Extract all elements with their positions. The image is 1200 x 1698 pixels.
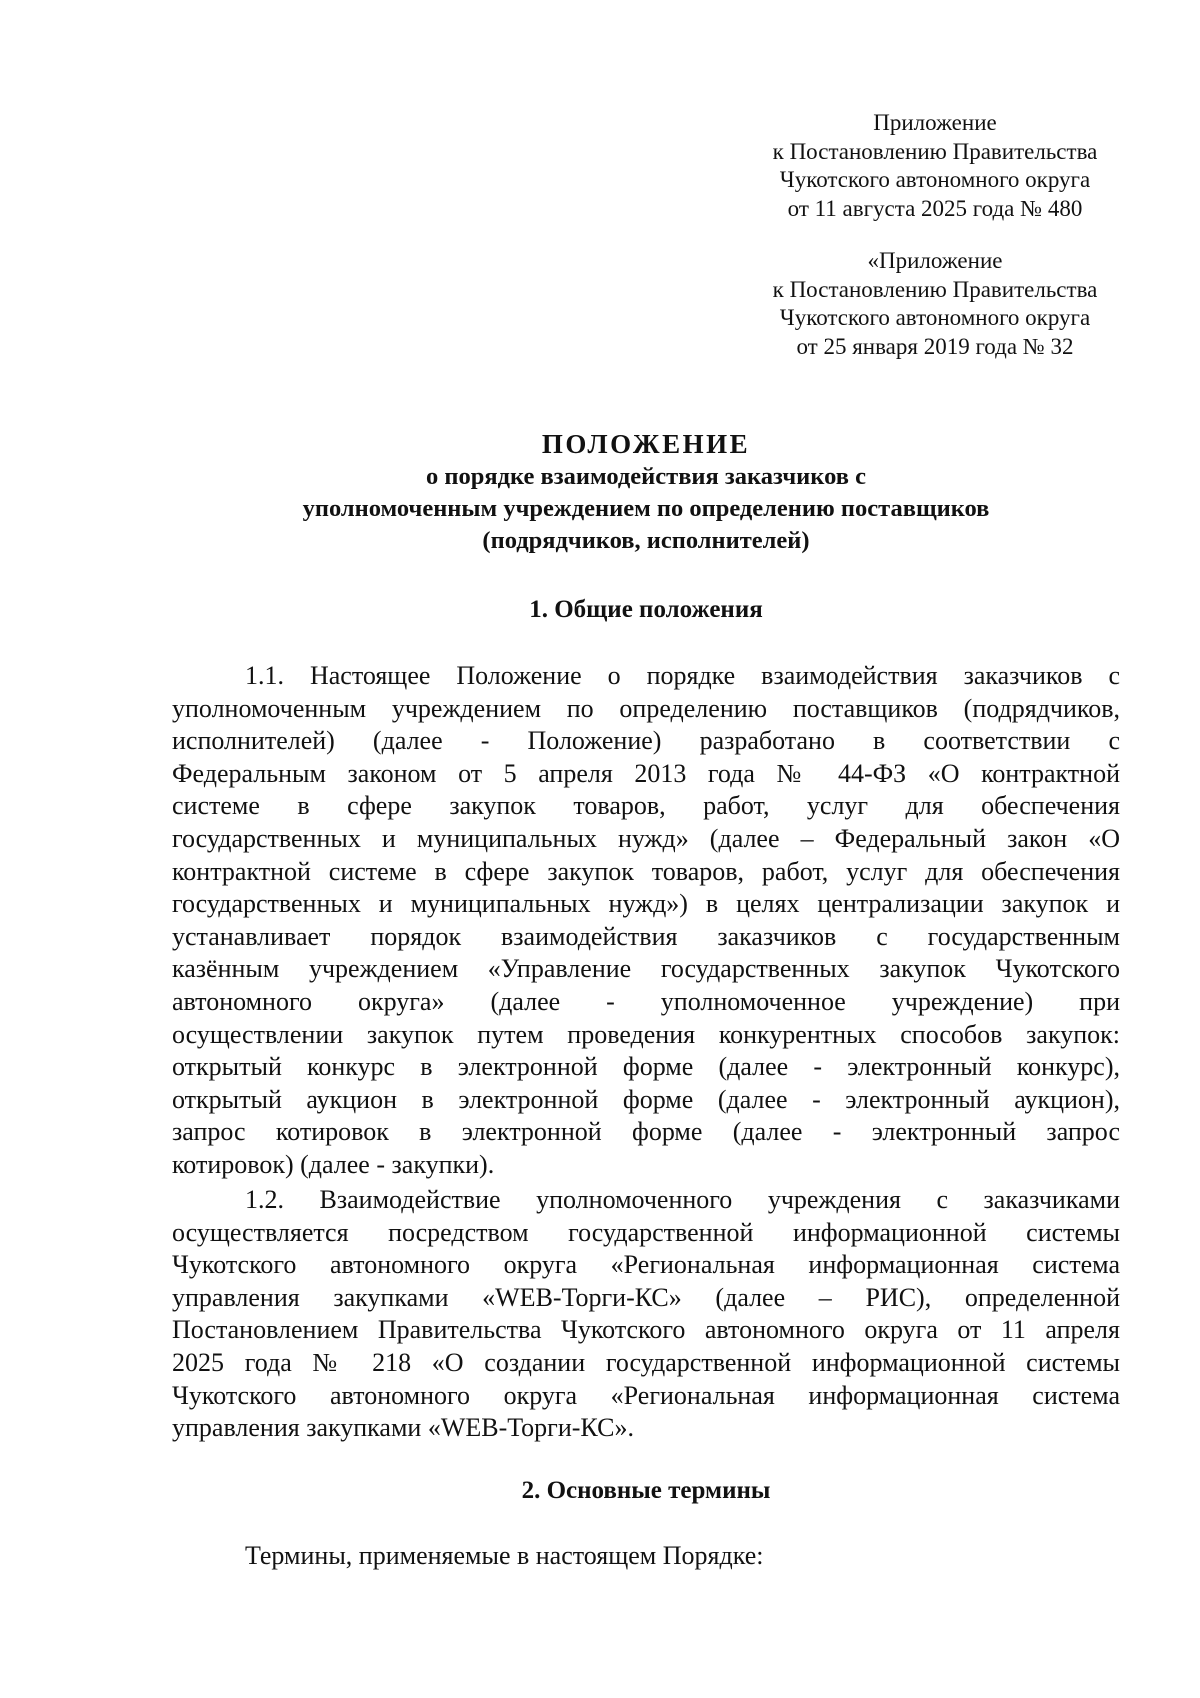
paragraph-line: контрактной системе в сфере закупок товаров, работ, услуг для обеспечения [172,856,1120,886]
paragraph-line: уполномоченным учреждением по определению поставщиков (подрядчиков, [172,693,1120,723]
appendix-line: Чукотского автономного округа [779,167,1091,192]
document-title-line: уполномоченным учреждением по определению поставщиков [302,495,990,522]
section-2-heading: 2. Основные термины [521,1477,771,1504]
paragraph-line: Термины, применяемые в настоящем Порядке: [245,1541,764,1570]
appendix-header-original [740,247,1130,361]
paragraph-terms-intro [172,1540,1120,1573]
document-title-main: ПОЛОЖЕНИЕ [541,429,751,459]
paragraph-line: открытый конкурс в электронной форме (далее - электронный конкурс), [172,1052,1120,1082]
section-1-heading: 1. Общие положения [529,596,763,623]
paragraph-line: Постановлением Правительства Чукотского автономного округа от 11 апреля [172,1315,1120,1345]
paragraph-line: управления закупками «WEB-Торги-КС» (далее – РИС), определенной [172,1282,1120,1312]
paragraph-line: 1.2. Взаимодействие уполномоченного учреждения с заказчиками [245,1185,1120,1214]
paragraph-line: котировок) (далее - закупки). [172,1149,495,1179]
paragraph-line: казённым учреждением «Управление государственных закупок Чукотского [172,954,1120,984]
paragraph-line: Федеральным законом от 5 апреля 2013 года № 44-ФЗ «О контрактной [172,758,1120,788]
appendix-line: к Постановлению Правительства [772,138,1098,164]
paragraph-line: исполнителей) (далее - Положение) разработано в соответствии с [172,726,1120,756]
appendix-line: от 25 января 2019 года № 32 [796,333,1074,359]
appendix-line: к Постановлению Правительства [772,276,1098,302]
document-title-line: (подрядчиков, исполнителей) [482,527,810,554]
paragraph-line: запрос котировок в электронной форме (далее - электронный запрос [172,1117,1120,1147]
paragraph-line: автономного округа» (далее - уполномоченное учреждение) при [172,986,1120,1016]
paragraph-line: Чукотского автономного округа «Региональная информационная система [172,1250,1120,1280]
document-title-line: о порядке взаимодействия заказчиков с [426,463,866,490]
appendix-line: Приложение [873,110,997,135]
paragraph-1-2 [172,1184,1120,1445]
paragraph-line: 2025 года № 218 «О создании государственной информационной системы [172,1347,1120,1377]
paragraph-line: Чукотского автономного округа «Региональная информационная система [172,1380,1120,1410]
paragraph-line: 1.1. Настоящее Положение о порядке взаимодействия заказчиков с [245,661,1120,690]
document-title [172,428,1120,557]
paragraph-line: государственных и муниципальных нужд») в целях централизации закупок и [172,889,1120,919]
paragraph-line: устанавливает порядок взаимодействия заказчиков с государственным [172,921,1120,951]
paragraph-line: открытый аукцион в электронной форме (далее - электронный аукцион), [172,1084,1120,1114]
appendix-header-current [740,109,1130,223]
paragraph-1-1 [172,660,1120,1182]
paragraph-line: системе в сфере закупок товаров, работ, услуг для обеспечения [172,791,1120,821]
appendix-line: Чукотского автономного округа [779,305,1091,330]
appendix-line: от 11 августа 2025 года № 480 [787,195,1083,221]
paragraph-line: осуществляется посредством государственной информационной системы [172,1217,1120,1247]
paragraph-line: государственных и муниципальных нужд» (далее – Федеральный закон «О [172,823,1120,853]
paragraph-line: управления закупками «WEB-Торги-КС». [172,1413,634,1443]
paragraph-line: осуществлении закупок путем проведения конкурентных способов закупок: [172,1019,1120,1049]
appendix-line: «Приложение [867,248,1003,273]
